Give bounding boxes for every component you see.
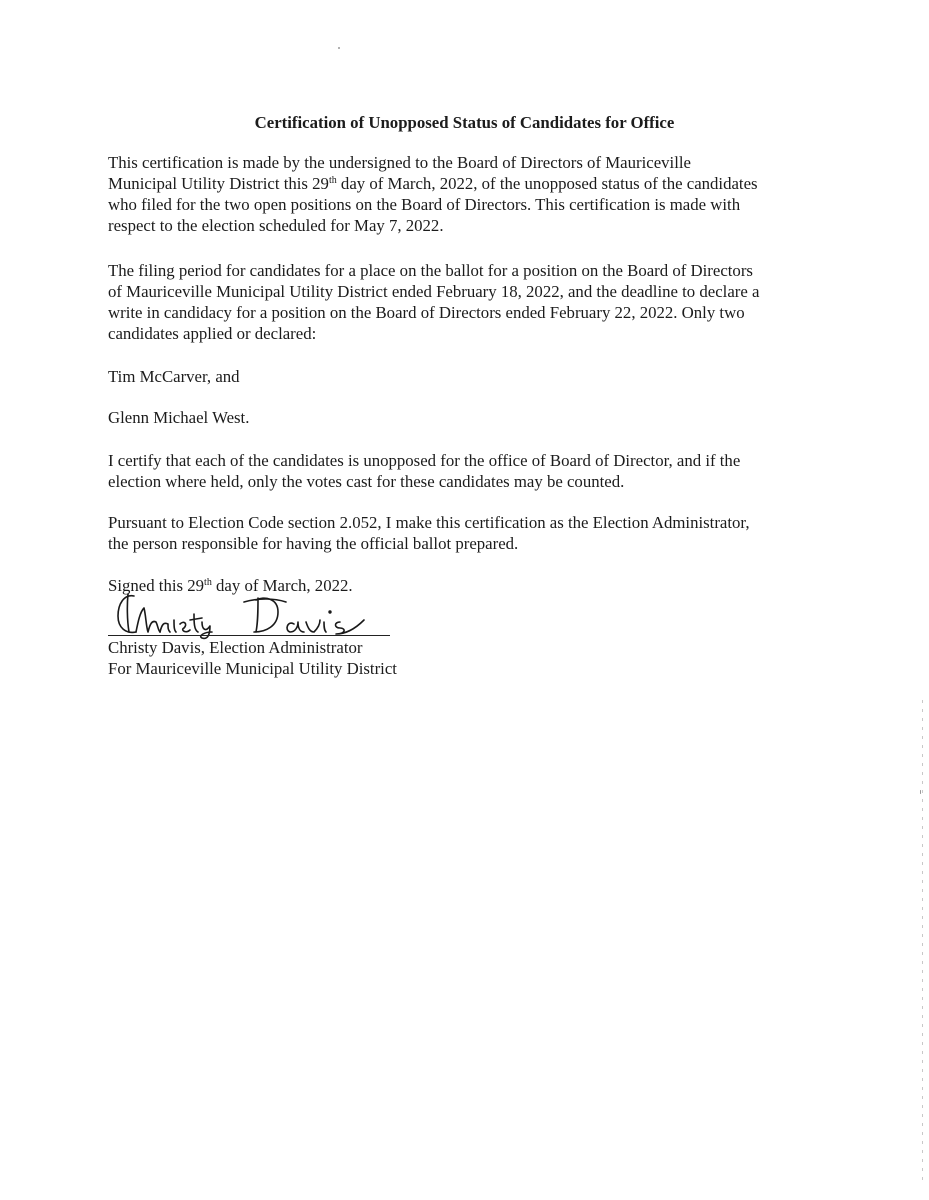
paragraph-certification-intro [108,152,828,236]
text-line: who filed for the two open positions on the Board of Directors. This certification is made with [108,195,741,214]
text-fragment: Municipal Utility District this 29 [108,174,329,193]
signatory-block [108,637,828,679]
text-fragment: day of March, 2022. [211,576,353,595]
ordinal-suffix: th [328,175,337,186]
text-line: Pursuant to Election Code section 2.052, I make this certification as the Election Administrator, [108,513,750,532]
paragraph-election-code [108,512,828,554]
text-line: the person responsible for having the official ballot prepared. [108,534,519,553]
text-fragment: day of March, 2022, of the unopposed status of the candidates [336,174,758,193]
candidate-2: Glenn Michael West. [108,408,250,427]
scan-speck [920,790,921,794]
scan-speck [338,47,340,49]
paragraph-certify [108,450,828,492]
paragraph-filing-period [108,260,828,344]
text-line: The filing period for candidates for a place on the ballot for a position on the Board of Directors [108,261,753,280]
text-line [108,173,828,194]
signatory-organization: For Mauriceville Municipal Utility District [108,659,397,678]
text-line: of Mauriceville Municipal Utility District ended February 18, 2022, and the deadline to declare a [108,282,760,301]
signature-drawing [108,590,398,640]
ordinal-suffix: th [204,577,212,588]
handwritten-signature [108,590,398,640]
text-line: candidates applied or declared: [108,324,317,343]
candidate-1: Tim McCarver, and [108,367,240,386]
scan-edge-artifact [922,700,923,1180]
text-fragment: Signed this 29 [108,576,205,595]
document-title: Certification of Unopposed Status of Candidates for Office [254,113,675,132]
signature-line [108,635,390,636]
text-line: I certify that each of the candidates is unopposed for the office of Board of Director, and if the [108,451,741,470]
text-line: election where held, only the votes cast for these candidates may be counted. [108,472,625,491]
text-line: write in candidacy for a position on the Board of Directors ended February 22, 2022. Only two [108,303,745,322]
text-line: This certification is made by the undersigned to the Board of Directors of Mauriceville [108,153,691,172]
text-line: respect to the election scheduled for May 7, 2022. [108,216,444,235]
signatory-name-title: Christy Davis, Election Administrator [108,638,363,657]
